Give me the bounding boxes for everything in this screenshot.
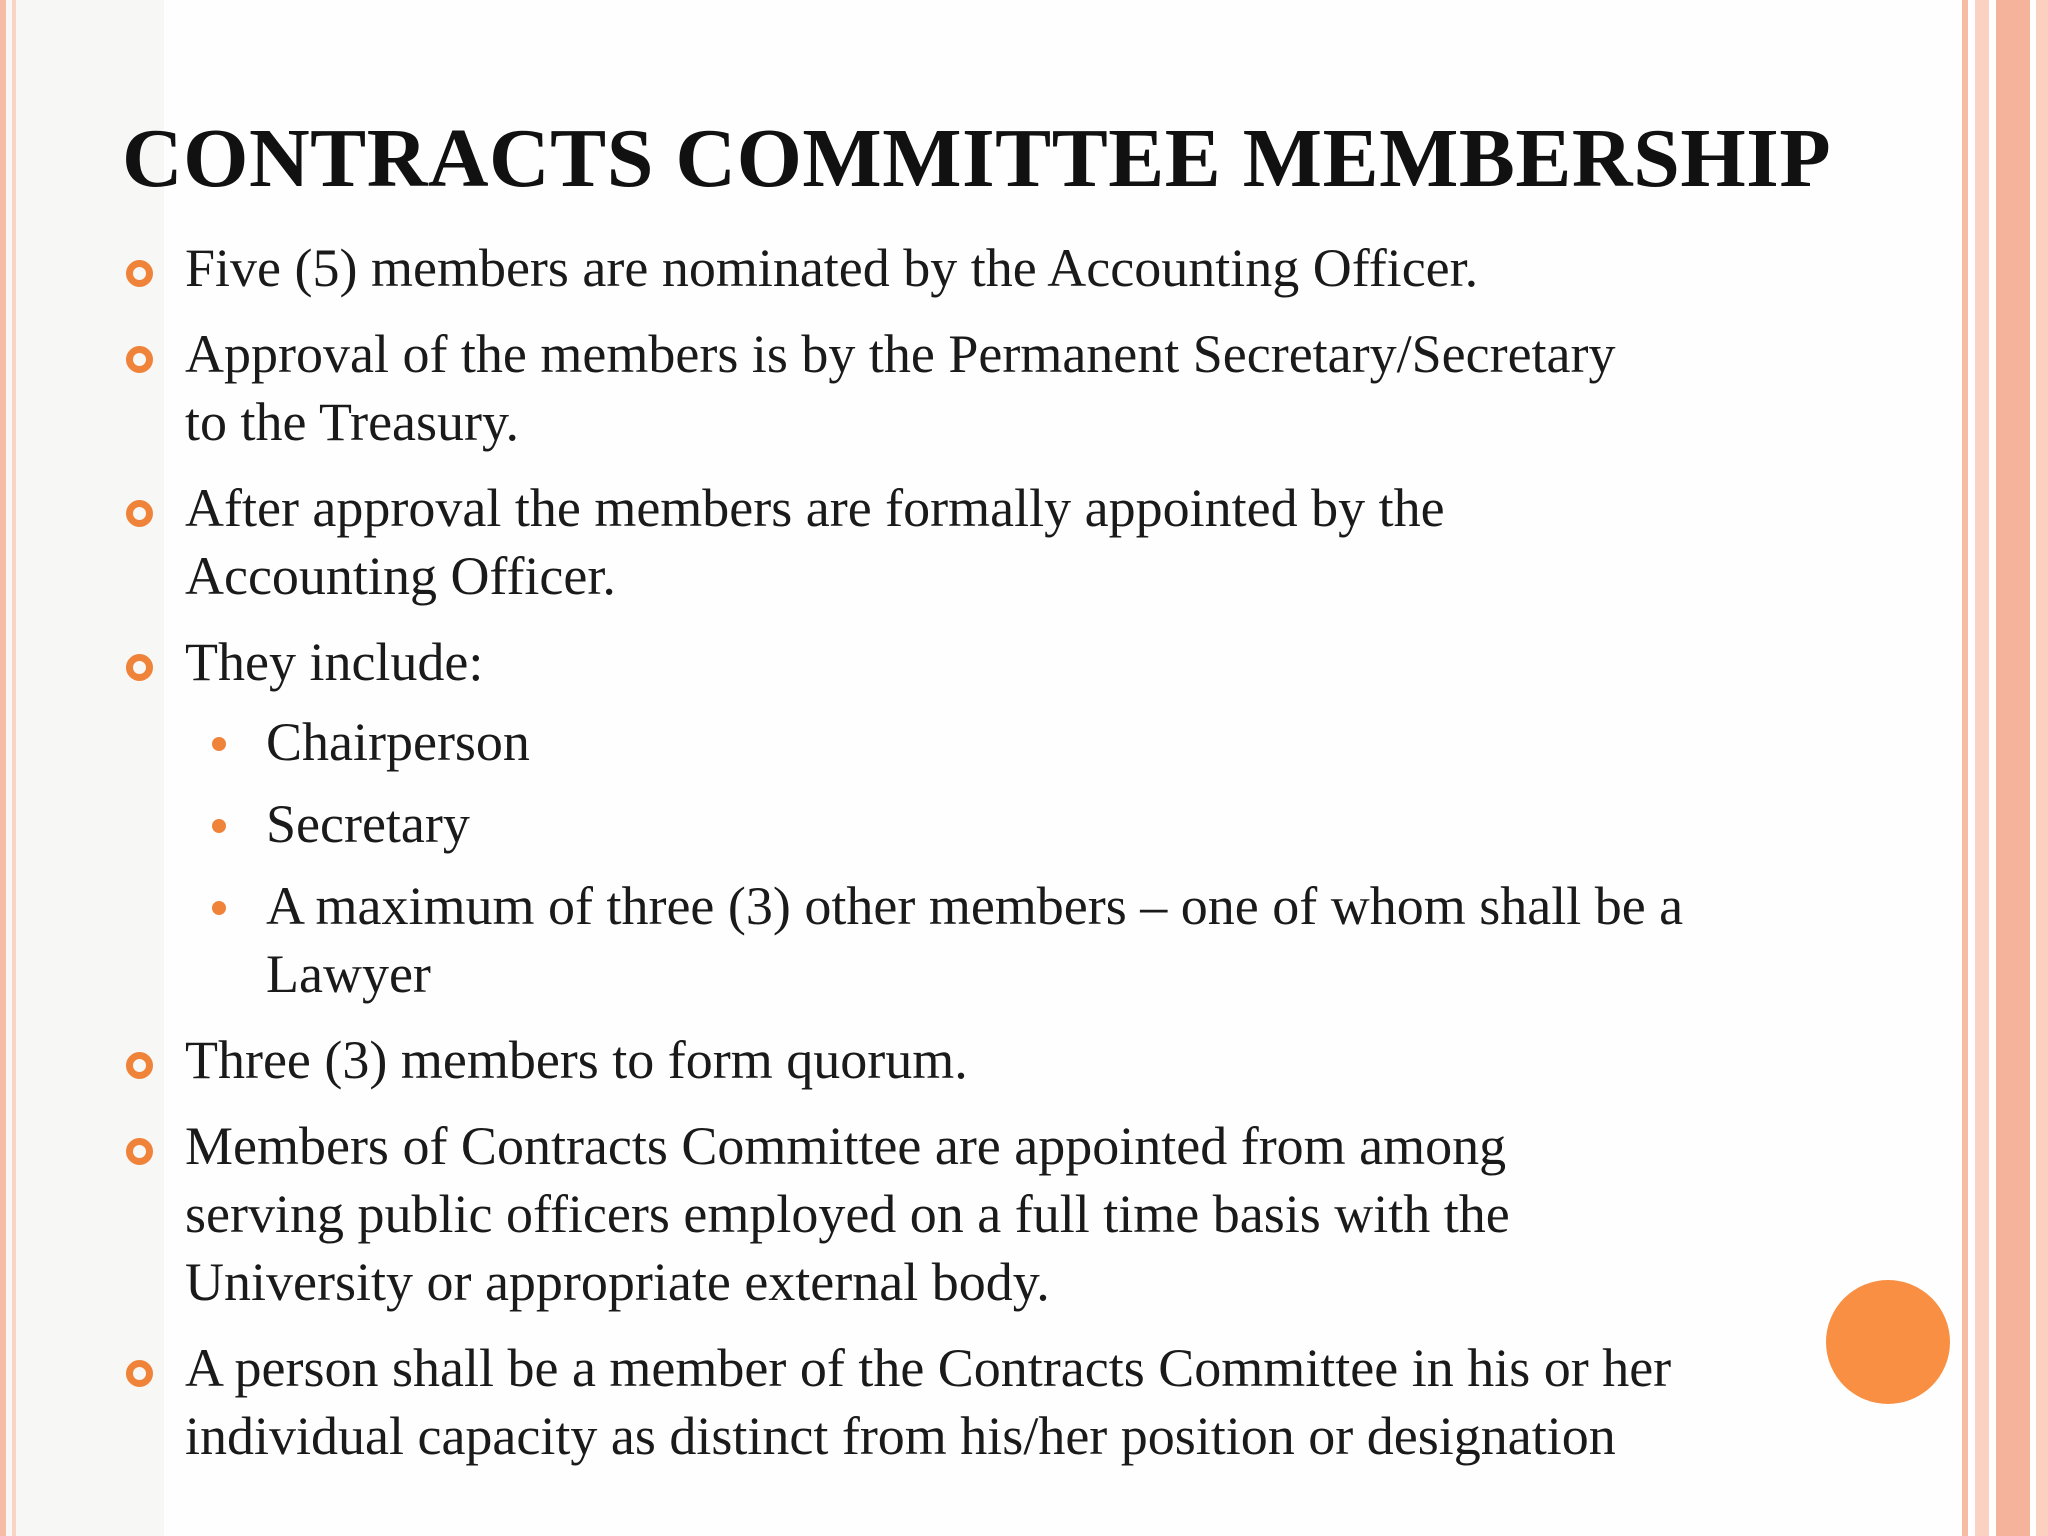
- sub-bullet-item: [266, 790, 470, 858]
- bullet-item: [185, 628, 483, 696]
- bullet-item: [185, 1112, 1510, 1316]
- dot-bullet-icon: [212, 819, 226, 833]
- bullet-line: Three (3) members to form quorum.: [185, 1030, 968, 1090]
- ring-bullet-icon: [126, 260, 153, 287]
- right-border-stripe-3: [1996, 0, 2030, 1536]
- left-border-stripe: [0, 0, 6, 1536]
- ring-bullet-icon: [126, 1360, 153, 1387]
- bullet-item: [185, 320, 1616, 456]
- bullet-line: Accounting Officer.: [185, 546, 616, 606]
- sub-bullet-line: Chairperson: [266, 712, 530, 772]
- right-border-stripe-2: [1975, 0, 1989, 1536]
- bullet-item: [185, 1026, 968, 1094]
- sub-bullet-item: [266, 872, 1683, 1008]
- bullet-line: Approval of the members is by the Permanent Secretary/Secretary: [185, 324, 1616, 384]
- ring-bullet-icon: [126, 346, 153, 373]
- right-border-stripe-4: [2036, 0, 2048, 1536]
- bullet-line: individual capacity as distinct from his/her position or designation: [185, 1406, 1616, 1466]
- ring-bullet-icon: [126, 654, 153, 681]
- bullet-item: [185, 474, 1445, 610]
- sub-bullet-line: A maximum of three (3) other members – one of whom shall be a: [266, 876, 1684, 936]
- dot-bullet-icon: [212, 901, 226, 915]
- sub-bullet-item: [266, 708, 530, 776]
- bullet-line: Five (5) members are nominated by the Accounting Officer.: [185, 238, 1479, 298]
- sub-bullet-line: Lawyer: [266, 944, 431, 1004]
- bullet-line: A person shall be a member of the Contracts Committee in his or her: [185, 1338, 1672, 1398]
- bullet-line: to the Treasury.: [185, 392, 519, 452]
- bullet-line: They include:: [185, 632, 484, 692]
- slide-title: CONTRACTS COMMITTEE MEMBERSHIP: [122, 112, 1832, 205]
- bullet-line: University or appropriate external body.: [185, 1252, 1050, 1312]
- bullet-line: Members of Contracts Committee are appointed from among: [185, 1116, 1507, 1176]
- ring-bullet-icon: [126, 1138, 153, 1165]
- dot-bullet-icon: [212, 737, 226, 751]
- bullet-line: serving public officers employed on a full time basis with the: [185, 1184, 1510, 1244]
- sub-bullet-line: Secretary: [266, 794, 470, 854]
- bullet-item: [185, 1334, 1671, 1470]
- bullet-line: After approval the members are formally appointed by the: [185, 478, 1445, 538]
- right-border-stripe-1: [1962, 0, 1968, 1536]
- orange-circle-icon: [1826, 1280, 1950, 1404]
- ring-bullet-icon: [126, 500, 153, 527]
- left-border-stripe-inner: [12, 0, 16, 1536]
- bullet-item: [185, 234, 1478, 302]
- ring-bullet-icon: [126, 1052, 153, 1079]
